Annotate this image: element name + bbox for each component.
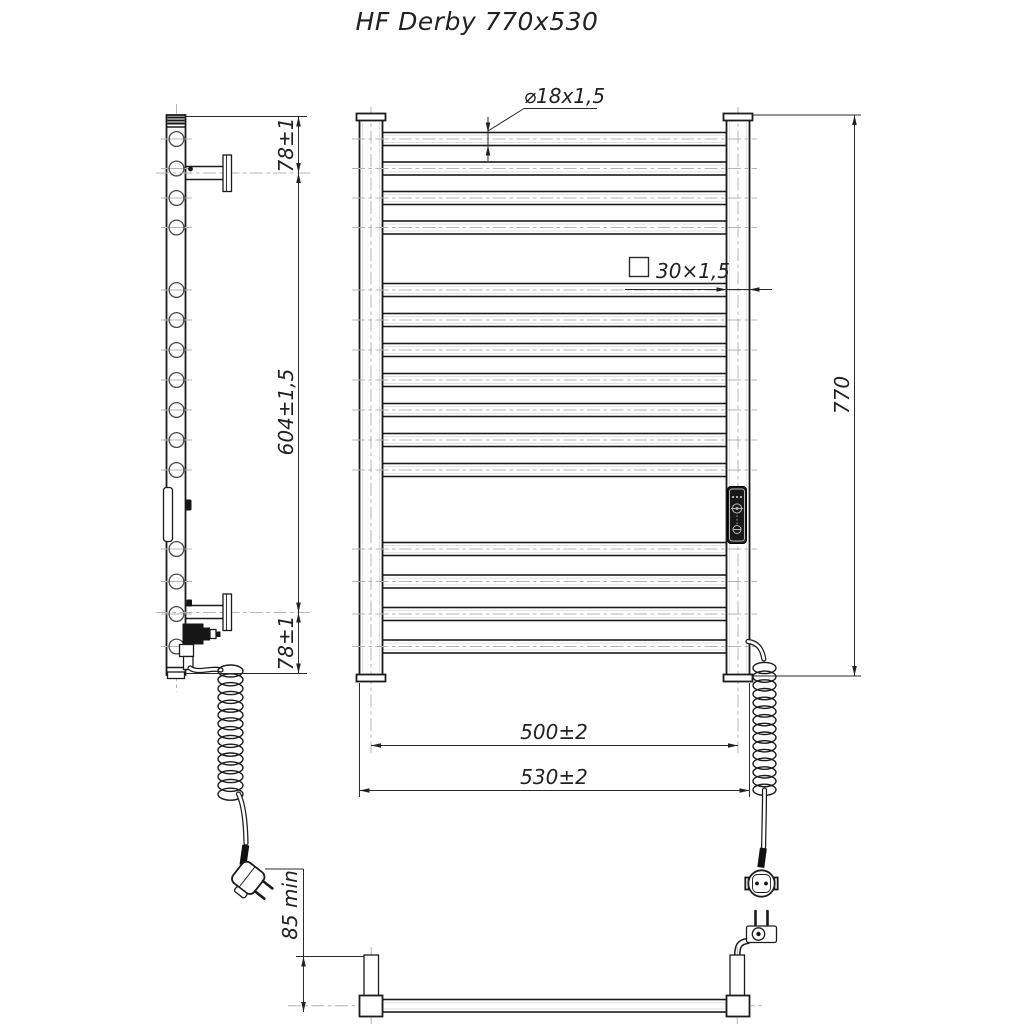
post-cap [724,114,753,121]
controller-button-side [186,500,192,511]
coiled-cable [218,665,243,800]
power-plug-side [226,859,276,908]
bracket-screw [188,167,193,172]
bracket-flange [223,155,232,192]
heating-element [180,624,221,670]
tube-rungs [383,133,727,654]
plug-pin [255,891,264,898]
post-right-top-view [727,996,750,1017]
cable-coil-loop [753,732,776,743]
bracket-flange [223,594,232,631]
wall-bracket-top-view [730,955,745,996]
top-bracket-offset-label: 78±1 [274,117,298,173]
cable-coil-loop [753,749,776,760]
cable-coil-loop [753,680,776,691]
side-post-foot [168,672,185,679]
post-profile-label: 30×1,5 [656,259,731,283]
controller [728,487,747,544]
controller-led [732,496,734,498]
tube-centerlines [352,139,757,647]
plug-pin [263,881,272,888]
heating-element-body [183,624,204,645]
post-cap [357,114,386,121]
coiled-cable [753,662,776,795]
power-plug-bottom-view [745,870,777,942]
bracket-screw [187,600,193,607]
cable-coil-loop [753,715,776,726]
post-cap [357,675,386,682]
controller-side-profile [164,488,173,542]
dimension-wall-clearance [265,869,364,1012]
cable-coil-loop [753,776,776,787]
post-cap [724,675,753,682]
front-view [352,107,776,868]
bracket-span-label: 604±1,5 [274,368,298,456]
cable-coil-loop [753,723,776,734]
controller-led [736,496,738,498]
drawing-title: HF Derby 770x530 [355,7,599,36]
top-view [288,870,778,1024]
axle-width-label: 500±2 [520,720,588,744]
bottom-tube-top-view [383,1000,727,1013]
post-left-top-view [360,996,383,1017]
cable-coil-loop [753,697,776,708]
overall-width-label: 530±2 [520,765,588,789]
cable-coil-loop [753,689,776,700]
square-symbol [630,258,649,277]
cable-coil-loop [753,706,776,717]
wall-bracket-top-view [364,955,379,996]
tube-diameter-label: ⌀18x1,5 [524,84,606,108]
cable-coil-loop [753,741,776,752]
cable-coil-loop [753,671,776,682]
plug-pin-hole [755,882,759,886]
dimension-bracket-chain [186,117,307,674]
wall-clearance-label: 85 min [278,870,302,940]
annotation-tube-diameter [486,84,605,161]
cable-coil-loop [753,758,776,769]
cable-coil-loop [753,662,776,673]
dimension-height [753,115,862,676]
side-view [156,104,310,909]
power-cable-left [190,665,276,909]
height-label: 770 [830,375,854,415]
controller-led [740,496,742,498]
bottom-bracket-offset-label: 78±1 [274,615,298,671]
dimension-axle-width [371,720,738,748]
cable-strain-relief [761,848,764,868]
plug-pin-hole [764,882,768,886]
cable-coil-loop [753,767,776,778]
controller-body [728,487,747,544]
